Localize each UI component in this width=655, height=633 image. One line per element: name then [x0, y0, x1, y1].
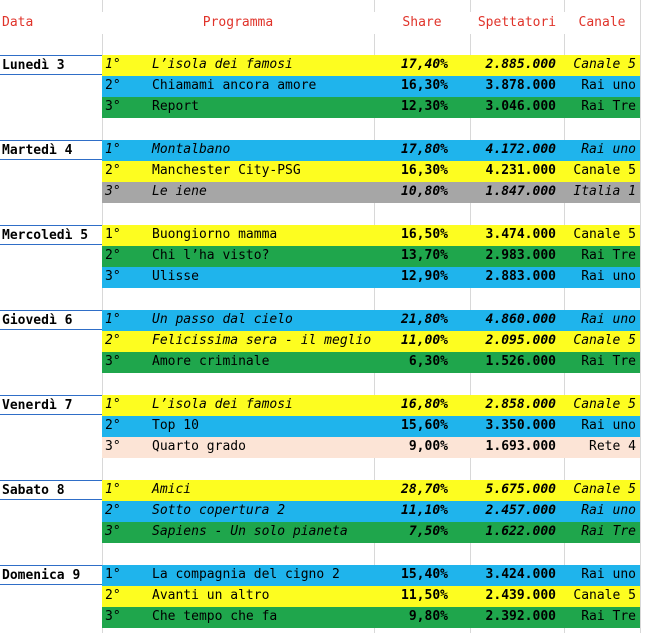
share-cell[interactable]: 6,30%	[408, 354, 448, 369]
day-label[interactable]: Lunedì 3	[0, 55, 102, 75]
program-cell[interactable]: Felicissima sera - il meglio	[152, 333, 372, 348]
program-cell[interactable]: Ulisse	[152, 269, 199, 284]
rank-cell[interactable]: 2°	[105, 248, 121, 263]
program-cell[interactable]: Quarto grado	[152, 439, 246, 454]
channel-cell[interactable]: Italia 1	[573, 184, 636, 199]
rank-cell[interactable]: 3°	[105, 184, 121, 199]
viewers-cell[interactable]: 2.983.000	[485, 248, 556, 263]
rank-cell[interactable]: 3°	[105, 354, 121, 369]
channel-cell[interactable]: Rai Tre	[581, 609, 636, 624]
channel-cell[interactable]: Canale 5	[573, 57, 636, 72]
share-cell[interactable]: 21,80%	[401, 312, 448, 327]
rank-cell[interactable]: 1°	[105, 567, 121, 582]
channel-cell[interactable]: Canale 5	[573, 482, 636, 497]
rank-cell[interactable]: 3°	[105, 439, 121, 454]
rank-cell[interactable]: 1°	[105, 57, 121, 72]
viewers-cell[interactable]: 2.885.000	[485, 57, 556, 72]
program-cell[interactable]: Montalbano	[152, 142, 231, 157]
share-cell[interactable]: 11,10%	[401, 503, 448, 518]
viewers-cell[interactable]: 4.172.000	[485, 142, 556, 157]
day-label[interactable]: Venerdì 7	[0, 395, 102, 415]
sheet-edge	[640, 0, 655, 633]
rank-cell[interactable]: 2°	[105, 418, 121, 433]
program-cell[interactable]: Le iene	[152, 184, 207, 199]
program-cell[interactable]: Amore criminale	[152, 354, 270, 369]
rank-cell[interactable]: 3°	[105, 524, 121, 539]
channel-cell[interactable]: Rai uno	[581, 503, 636, 518]
viewers-cell[interactable]: 5.675.000	[485, 482, 556, 497]
header-share[interactable]: Share	[374, 12, 470, 34]
share-cell[interactable]: 7,50%	[408, 524, 448, 539]
rank-cell[interactable]: 1°	[105, 312, 121, 327]
program-cell[interactable]: Che tempo che fa	[152, 609, 278, 624]
viewers-cell[interactable]: 2.457.000	[485, 503, 556, 518]
rank-cell[interactable]: 2°	[105, 163, 121, 178]
viewers-cell[interactable]: 1.847.000	[485, 184, 556, 199]
program-cell[interactable]: Manchester City-PSG	[152, 163, 301, 178]
share-cell[interactable]: 13,70%	[401, 248, 448, 263]
share-cell[interactable]: 16,80%	[401, 397, 448, 412]
viewers-cell[interactable]: 3.350.000	[485, 418, 556, 433]
viewers-cell[interactable]: 3.424.000	[485, 567, 556, 582]
header-canale[interactable]: Canale	[564, 12, 640, 34]
program-cell[interactable]: Avanti un altro	[152, 588, 270, 603]
viewers-cell[interactable]: 1.622.000	[485, 524, 556, 539]
share-cell[interactable]: 11,50%	[401, 588, 448, 603]
program-cell[interactable]: La compagnia del cigno 2	[152, 567, 340, 582]
program-cell[interactable]: Top 10	[152, 418, 199, 433]
rank-cell[interactable]: 2°	[105, 588, 121, 603]
rank-cell[interactable]: 2°	[105, 503, 121, 518]
channel-cell[interactable]: Rai Tre	[581, 99, 636, 114]
channel-cell[interactable]: Rai uno	[581, 269, 636, 284]
channel-cell[interactable]: Rai Tre	[581, 248, 636, 263]
share-cell[interactable]: 16,30%	[401, 163, 448, 178]
viewers-cell[interactable]: 4.231.000	[485, 163, 556, 178]
day-label[interactable]: Giovedì 6	[0, 310, 102, 330]
channel-cell[interactable]: Rai uno	[581, 312, 636, 327]
channel-cell[interactable]: Canale 5	[573, 397, 636, 412]
channel-cell[interactable]: Canale 5	[573, 333, 636, 348]
share-cell[interactable]: 16,30%	[401, 78, 448, 93]
program-cell[interactable]: Sotto copertura 2	[152, 503, 286, 518]
share-cell[interactable]: 12,90%	[401, 269, 448, 284]
share-cell[interactable]: 11,00%	[401, 333, 448, 348]
channel-cell[interactable]: Canale 5	[573, 588, 636, 603]
share-cell[interactable]: 10,80%	[401, 184, 448, 199]
program-cell[interactable]: Amici	[152, 482, 192, 497]
share-cell[interactable]: 12,30%	[401, 99, 448, 114]
program-cell[interactable]: Sapiens - Un solo pianeta	[152, 524, 348, 539]
header-data[interactable]: Data	[0, 12, 102, 34]
viewers-cell[interactable]: 3.046.000	[485, 99, 556, 114]
rank-cell[interactable]: 1°	[105, 482, 121, 497]
day-label[interactable]: Domenica 9	[0, 565, 102, 585]
rank-cell[interactable]: 3°	[105, 269, 121, 284]
viewers-cell[interactable]: 4.860.000	[485, 312, 556, 327]
program-cell[interactable]: Chiamami ancora amore	[152, 78, 317, 93]
day-label[interactable]: Martedì 4	[0, 140, 102, 160]
viewers-cell[interactable]: 2.883.000	[485, 269, 556, 284]
viewers-cell[interactable]: 2.095.000	[485, 333, 556, 348]
channel-cell[interactable]: Rai uno	[581, 78, 636, 93]
channel-cell[interactable]: Rai uno	[581, 142, 636, 157]
channel-cell[interactable]: Rai Tre	[581, 524, 636, 539]
share-cell[interactable]: 15,60%	[401, 418, 448, 433]
viewers-cell[interactable]: 2.439.000	[485, 588, 556, 603]
rank-cell[interactable]: 2°	[105, 333, 121, 348]
share-cell[interactable]: 9,00%	[408, 439, 448, 454]
rank-cell[interactable]: 3°	[105, 99, 121, 114]
share-cell[interactable]: 17,80%	[401, 142, 448, 157]
program-cell[interactable]: L’isola dei famosi	[152, 57, 293, 72]
viewers-cell[interactable]: 3.878.000	[485, 78, 556, 93]
program-cell[interactable]: Buongiorno mamma	[152, 227, 278, 242]
channel-cell[interactable]: Rai uno	[581, 418, 636, 433]
viewers-cell[interactable]: 2.392.000	[485, 609, 556, 624]
share-cell[interactable]: 17,40%	[401, 57, 448, 72]
channel-cell[interactable]: Canale 5	[573, 227, 636, 242]
share-cell[interactable]: 16,50%	[401, 227, 448, 242]
viewers-cell[interactable]: 3.474.000	[485, 227, 556, 242]
rank-cell[interactable]: 1°	[105, 397, 121, 412]
day-label[interactable]: Mercoledì 5	[0, 225, 102, 245]
program-cell[interactable]: Report	[152, 99, 199, 114]
header-spettatori[interactable]: Spettatori	[470, 12, 564, 34]
program-cell[interactable]: L’isola dei famosi	[152, 397, 293, 412]
rank-cell[interactable]: 3°	[105, 609, 121, 624]
channel-cell[interactable]: Canale 5	[573, 163, 636, 178]
program-cell[interactable]: Un passo dal cielo	[152, 312, 293, 327]
channel-cell[interactable]: Rai Tre	[581, 354, 636, 369]
rank-cell[interactable]: 1°	[105, 142, 121, 157]
viewers-cell[interactable]: 1.693.000	[485, 439, 556, 454]
viewers-cell[interactable]: 1.526.000	[485, 354, 556, 369]
day-label[interactable]: Sabato 8	[0, 480, 102, 500]
channel-cell[interactable]: Rai uno	[581, 567, 636, 582]
rank-cell[interactable]: 2°	[105, 78, 121, 93]
share-cell[interactable]: 28,70%	[401, 482, 448, 497]
channel-cell[interactable]: Rete 4	[589, 439, 636, 454]
share-cell[interactable]: 9,80%	[408, 609, 448, 624]
share-cell[interactable]: 15,40%	[401, 567, 448, 582]
viewers-cell[interactable]: 2.858.000	[485, 397, 556, 412]
rank-cell[interactable]: 1°	[105, 227, 121, 242]
program-cell[interactable]: Chi l’ha visto?	[152, 248, 270, 263]
header-programma[interactable]: Programma	[102, 12, 374, 34]
